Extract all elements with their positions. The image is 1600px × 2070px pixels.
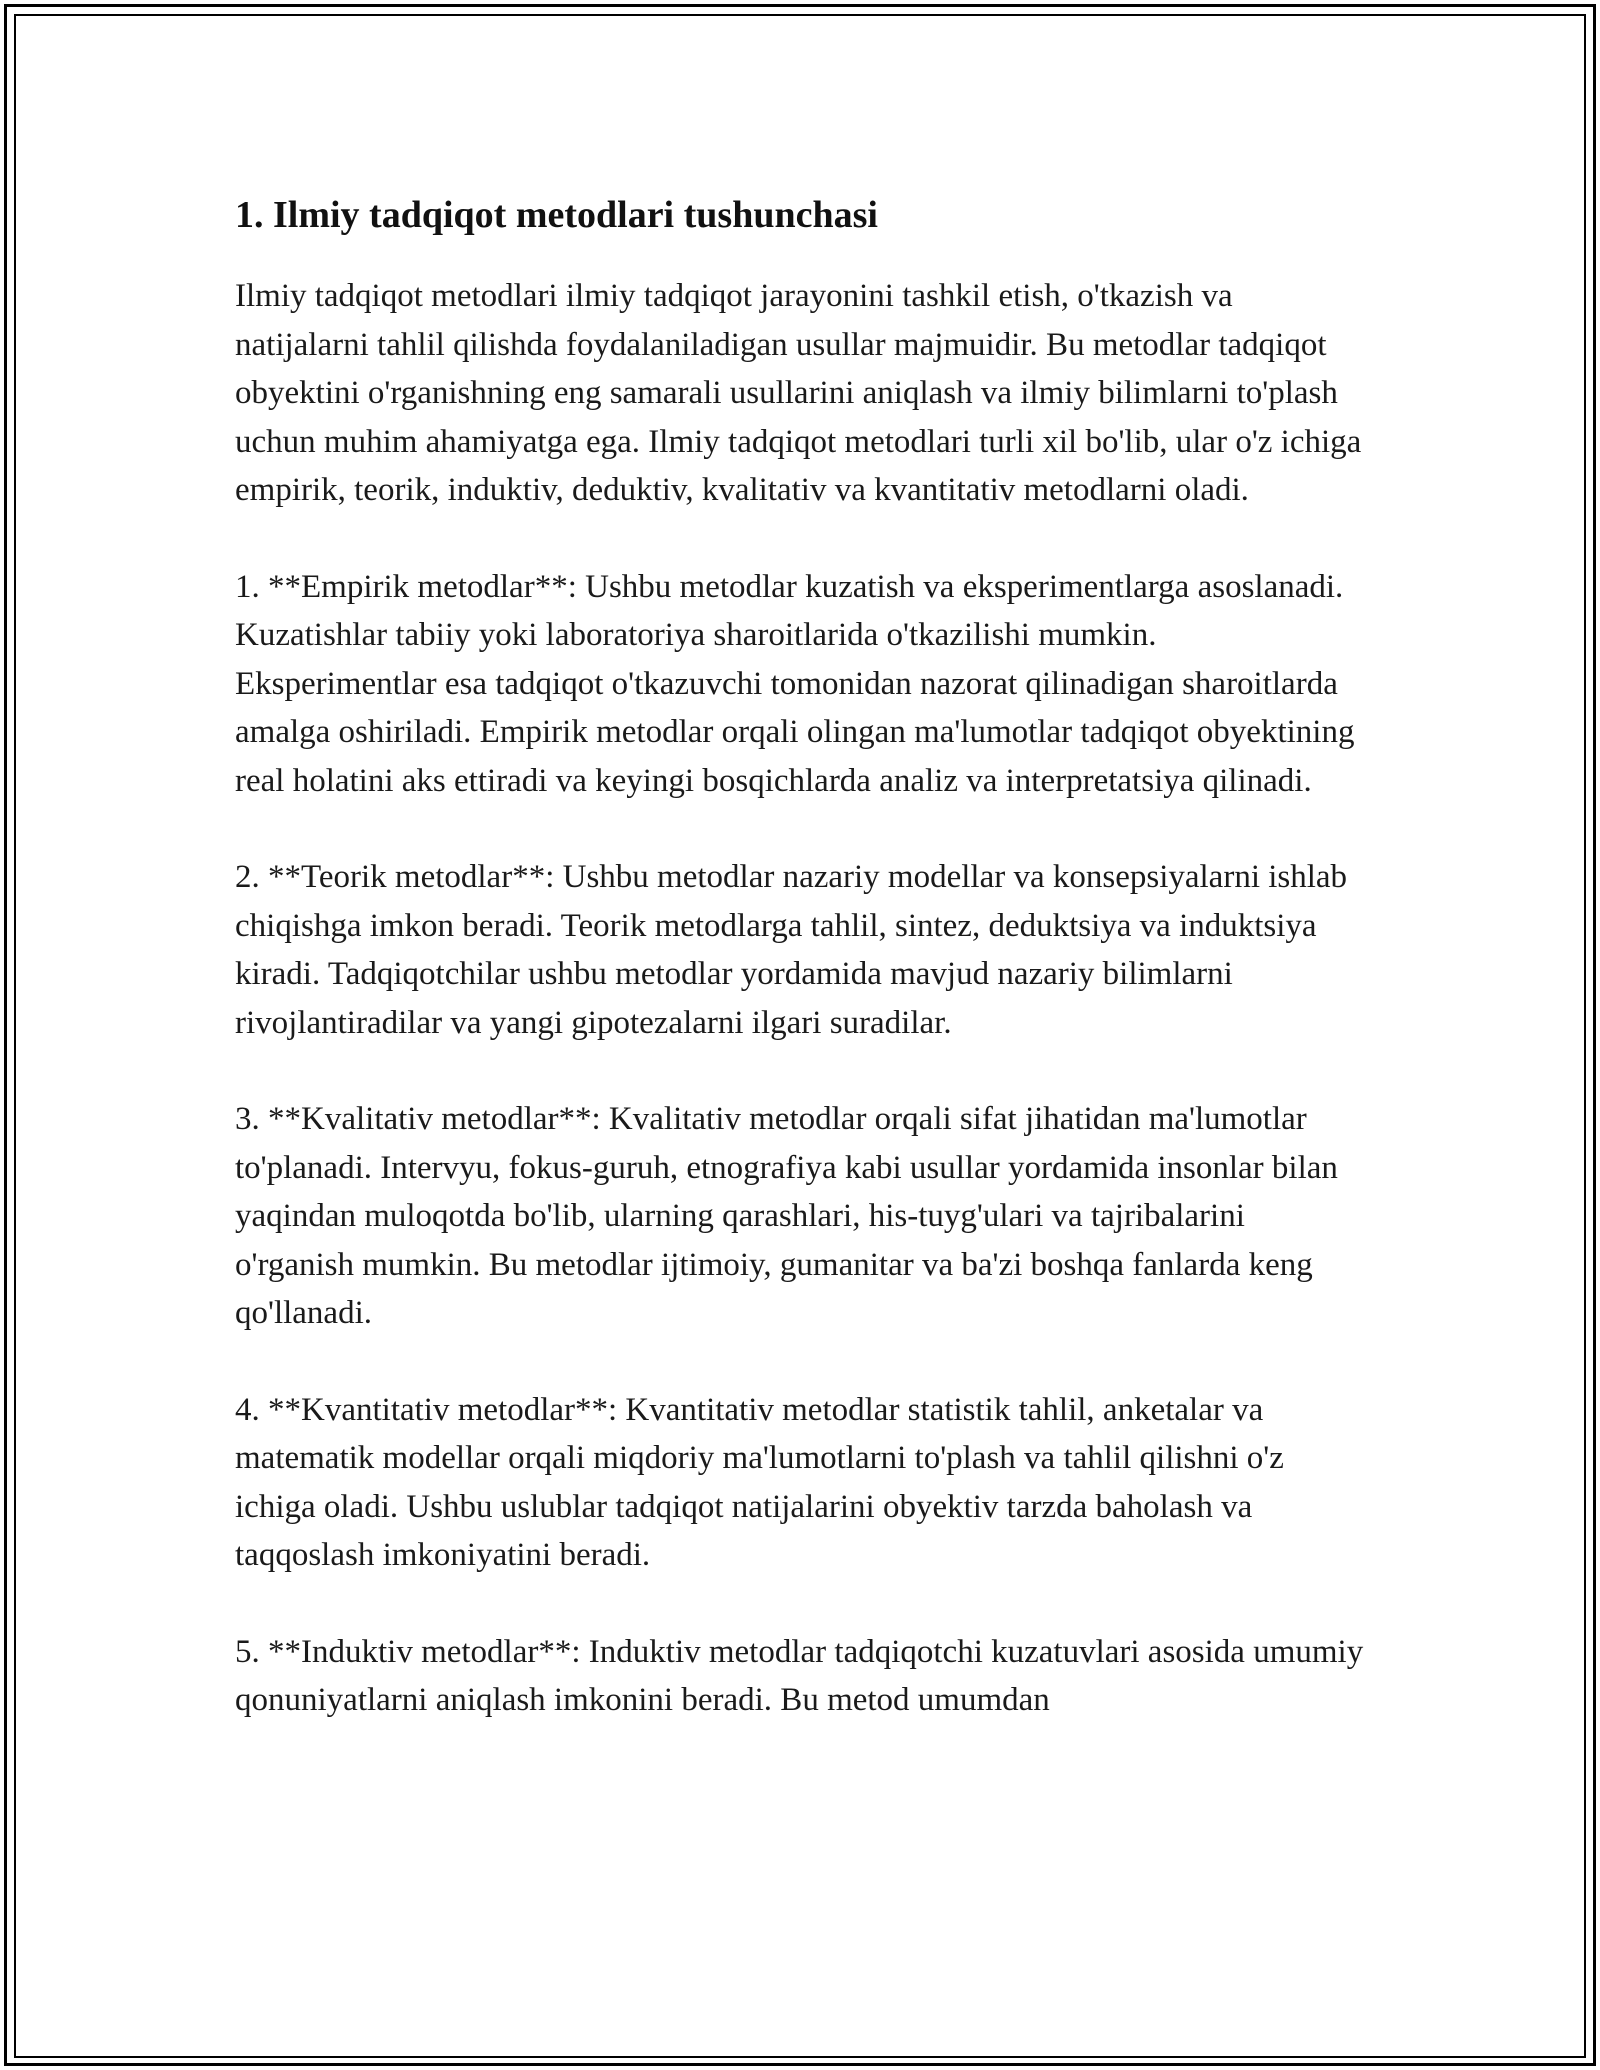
paragraph-empirik-metodlar: 1. **Empirik metodlar**: Ushbu metodlar kuzatish va eksperimentlarga asoslanadi. Kuzatishlar tabiiy yoki laboratoriya sharoitlarida o'tkazilishi mumkin. Eksperimentlar esa tadqiqot o'tkazuvchi tomonidan nazorat qilinadigan sharoitlarda amalga oshiriladi. Empirik metodlar orqali olingan ma'lumotlar tadqiqot obyektining real holatini aks ettiradi va keyingi bosqichlarda analiz va interpretatsiya qilinadi. bbox=[235, 568, 1355, 799]
section-heading: 1. Ilmiy tadqiqot metodlari tushunchasi bbox=[235, 194, 878, 236]
paragraph-kvantitativ-metodlar: 4. **Kvantitativ metodlar**: Kvantitativ metodlar statistik tahlil, anketalar va matematik modellar orqali miqdoriy ma'lumotlarni to'plash va tahlil qilishni o'z ichiga oladi. Ushbu uslublar tadqiqot natijalarini obyektiv tarzda baholash va taqqoslash imkoniyatini beradi. bbox=[235, 1391, 1284, 1573]
paragraph-kvalitativ-metodlar: 3. **Kvalitativ metodlar**: Kvalitativ metodlar orqali sifat jihatidan ma'lumotlar to'planadi. Intervyu, fokus-guruh, etnografiya kabi usullar yordamida insonlar bilan yaqindan muloqotda bo'lib, ularning qarashlari, his-tuyg'ulari va tajribalarini o'rganish mumkin. Bu metodlar ijtimoiy, gumanitar va ba'zi boshqa fanlarda keng qo'llanadi. bbox=[235, 1101, 1338, 1331]
intro-paragraph: Ilmiy tadqiqot metodlari ilmiy tadqiqot jarayonini tashkil etish, o'tkazish va natijalarni tahlil qilishda foydalaniladigan usullar majmuidir. Bu metodlar tadqiqot obyektini o'rganishning eng samarali usullarini aniqlash va ilmiy bilimlarni to'plash uchun muhim ahamiyatga ega. Ilmiy tadqiqot metodlari turli xil bo'lib, ular o'z ichiga empirik, teorik, induktiv, deduktiv, kvalitativ va kvantitativ metodlarni oladi. bbox=[235, 278, 1362, 508]
document-body bbox=[235, 188, 1365, 1725]
paragraph-teorik-metodlar: 2. **Teorik metodlar**: Ushbu metodlar nazariy modellar va konsepsiyalarni ishlab chiqishga imkon beradi. Teorik metodlarga tahlil, sintez, deduktsiya va induktsiya kiradi. Tadqiqotchilar ushbu metodlar yordamida mavjud nazariy bilimlarni rivojlantiradilar va yangi gipotezalarni ilgari suradilar. bbox=[235, 859, 1348, 1041]
paragraph-induktiv-metodlar: 5. **Induktiv metodlar**: Induktiv metodlar tadqiqotchi kuzatuvlari asosida umumiy qonuniyatlarni aniqlash imkonini beradi. Bu metod umumdan bbox=[235, 1633, 1364, 1718]
